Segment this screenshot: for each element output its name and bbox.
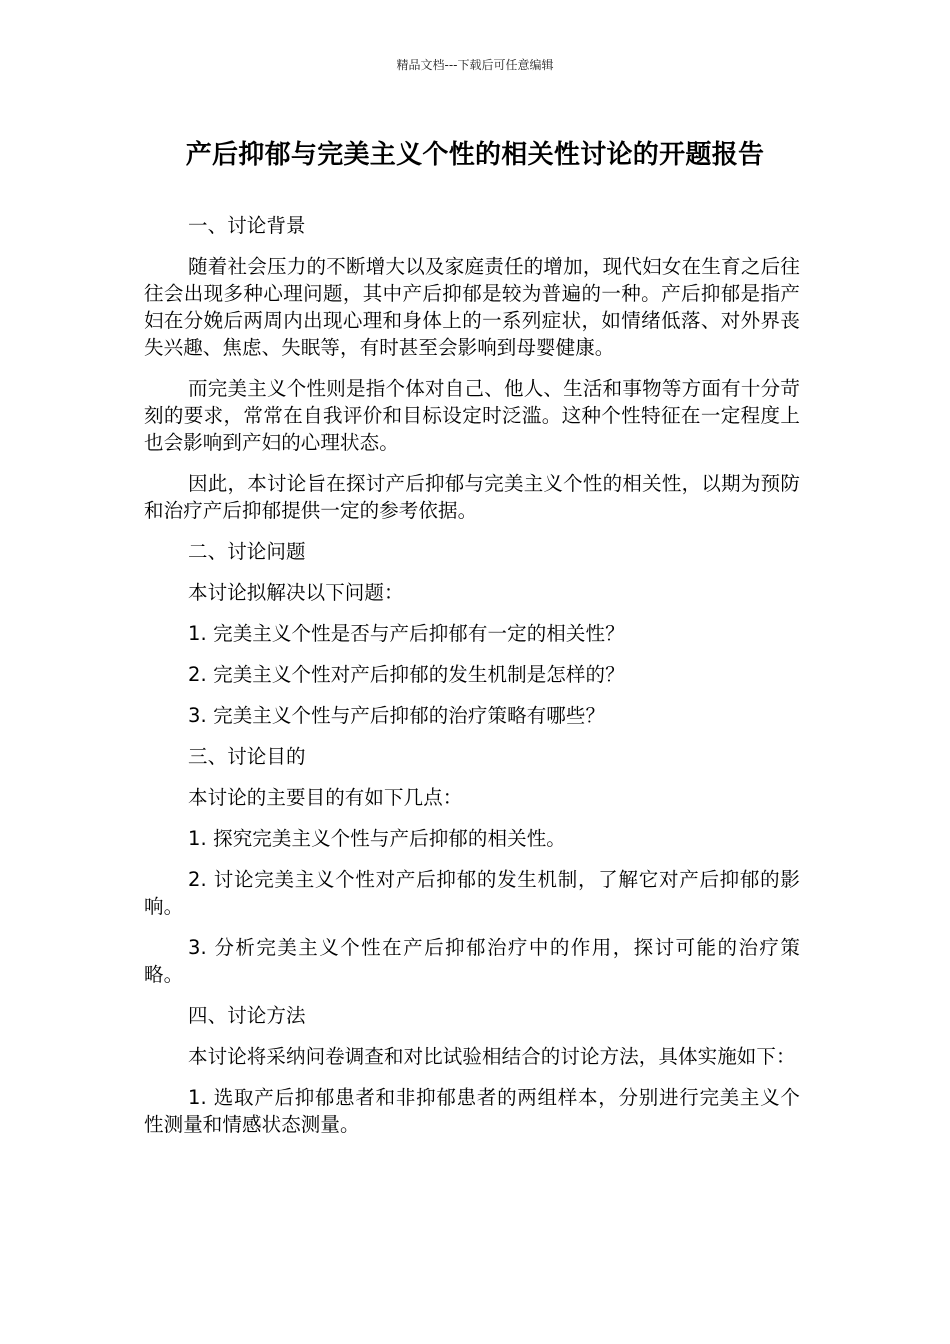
list-item-goal-3: 3. 分析完美主义个性在产后抑郁治疗中的作用，探讨可能的治疗策略。 — [144, 936, 800, 986]
paragraph-methods-intro: 本讨论将采纳问卷调查和对比试验相结合的讨论方法，具体实施如下： — [188, 1045, 796, 1068]
list-item-goal-2: 2. 讨论完美主义个性对产后抑郁的发生机制，了解它对产后抑郁的影响。 — [144, 868, 800, 918]
paragraph-background-3: 因此，本讨论旨在探讨产后抑郁与完美主义个性的相关性，以期为预防和治疗产后抑郁提供一定的参考依据。 — [144, 472, 800, 522]
header-note: 精品文档---下载后可任意编辑 — [396, 58, 554, 72]
paragraph-questions-intro: 本讨论拟解决以下问题： — [188, 581, 404, 604]
list-item-question-3: 3. 完美主义个性与产后抑郁的治疗策略有哪些？ — [188, 704, 606, 727]
section-heading-questions: 二、讨论问题 — [188, 540, 306, 563]
document-body — [144, 212, 800, 1152]
paragraph-background-1: 随着社会压力的不断增大以及家庭责任的增加，现代妇女在生育之后往往会出现多种心理问题，其中产后抑郁是较为普遍的一种。产后抑郁是指产妇在分娩后两周内出现心理和身体上的一系列症状，如情绪低落、对外界丧失兴趣、焦虑、失眠等，有时甚至会影响到母婴健康。 — [144, 255, 800, 359]
section-heading-background: 一、讨论背景 — [188, 214, 306, 237]
list-item-goal-1: 1. 探究完美主义个性与产后抑郁的相关性。 — [188, 827, 566, 850]
section-heading-goals: 三、讨论目的 — [188, 745, 306, 768]
list-item-question-1: 1. 完美主义个性是否与产后抑郁有一定的相关性？ — [188, 622, 625, 645]
paragraph-goals-intro: 本讨论的主要目的有如下几点： — [188, 786, 463, 809]
section-heading-methods: 四、讨论方法 — [188, 1004, 306, 1027]
document-title: 产后抑郁与完美主义个性的相关性讨论的开题报告 — [185, 140, 765, 170]
list-item-question-2: 2. 完美主义个性对产后抑郁的发生机制是怎样的？ — [188, 663, 625, 686]
paragraph-background-2: 而完美主义个性则是指个体对自己、他人、生活和事物等方面有十分苛刻的要求，常常在自我评价和目标设定时泛滥。这种个性特征在一定程度上也会影响到产妇的心理状态。 — [144, 377, 800, 454]
list-item-method-1: 1. 选取产后抑郁患者和非抑郁患者的两组样本，分别进行完美主义个性测量和情感状态测量。 — [144, 1086, 800, 1136]
